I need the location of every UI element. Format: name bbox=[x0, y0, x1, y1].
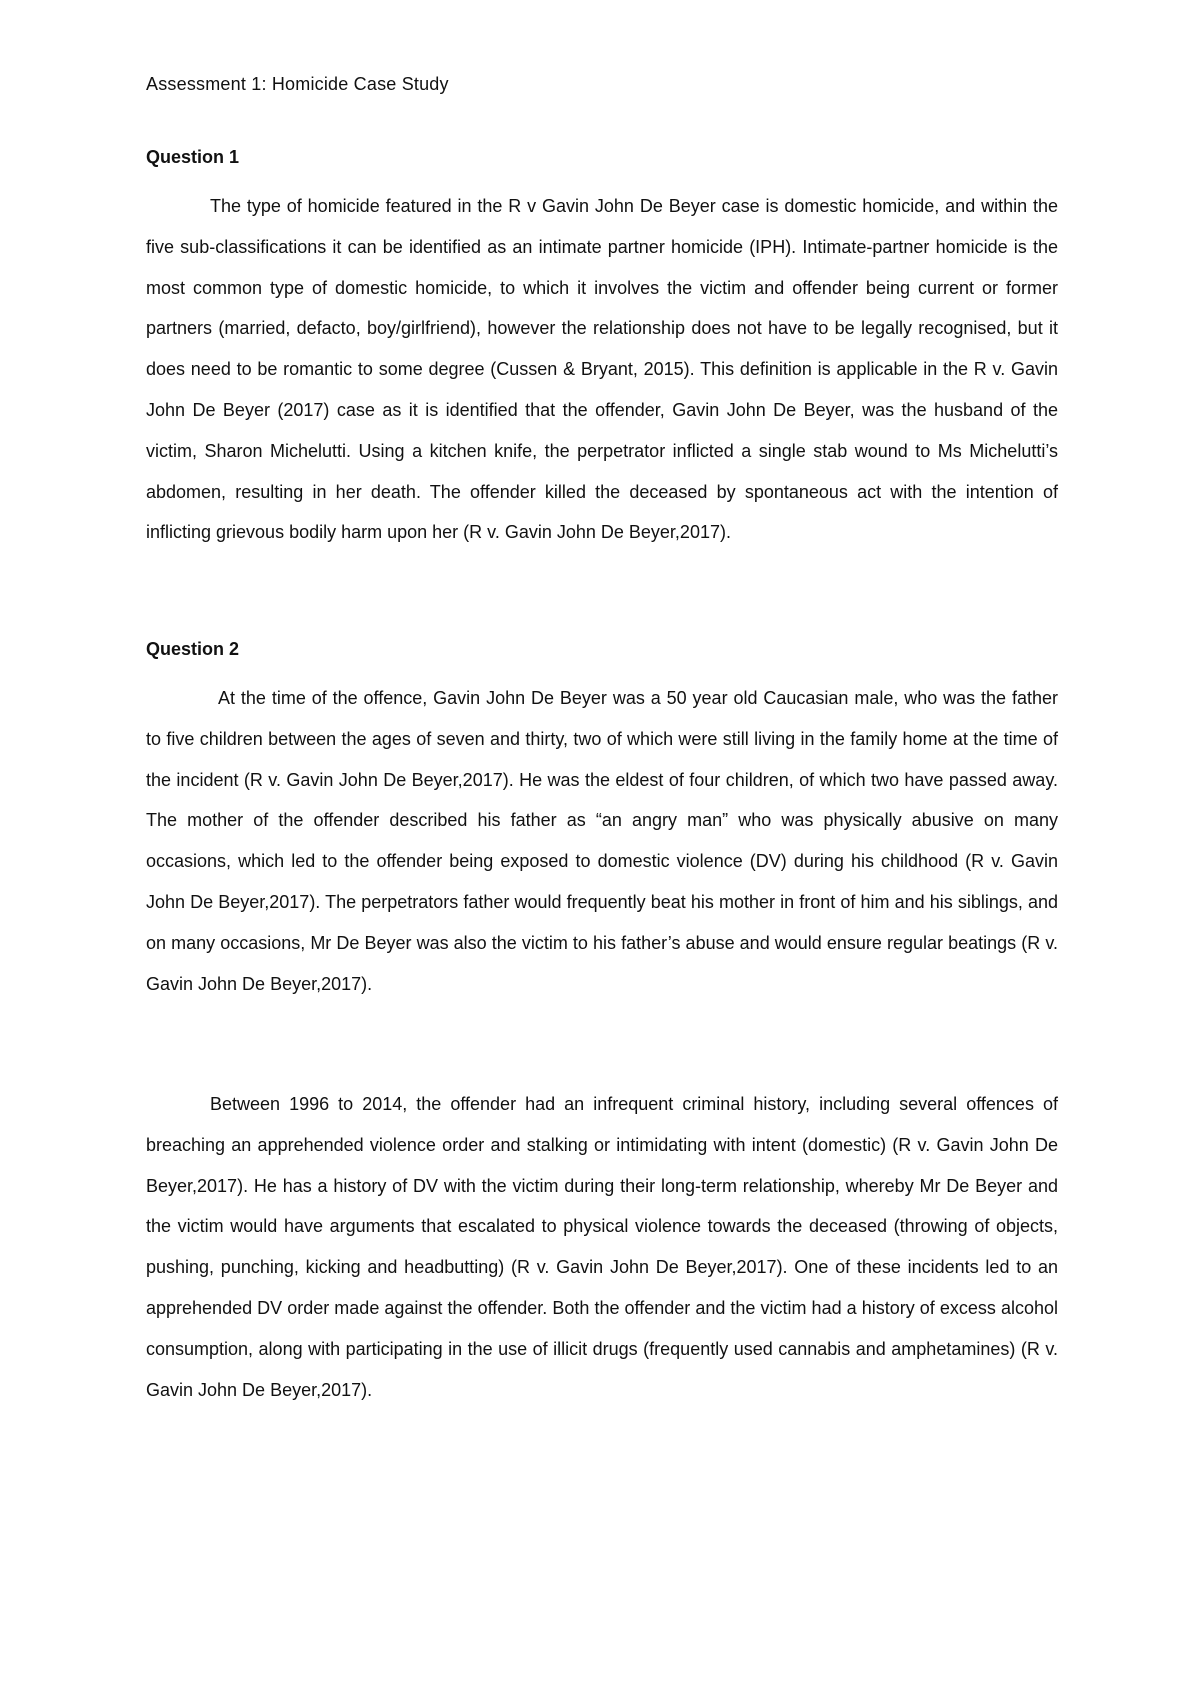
question-2-paragraph-2: Between 1996 to 2014, the offender had an infrequent criminal history, including several offences of breaching an apprehended violence order and stalking or intimidating with intent (domestic) (R v. Gavin John De Beyer,2017). He has a history of DV with the victim during their long-term relationship, whereby Mr De Beyer and the victim would have arguments that escalated to physical violence towards the deceased (throwing of objects, pushing, punching, kicking and headbutting) (R v. Gavin John De Beyer,2017). One of these incidents led to an apprehended DV order made against the offender. Both the offender and the victim had a history of excess alcohol consumption, along with participating in the use of illicit drugs (frequently used cannabis and amphetamines) (R v. Gavin John De Beyer,2017). bbox=[146, 1094, 1058, 1400]
question-1-paragraph: The type of homicide featured in the R v Gavin John De Beyer case is domestic homicide, and within the five sub-classifications it can be identified as an intimate partner homicide (IPH). Intimate-partner homicide is the most common type of domestic homicide, to which it involves the victim and offender being current or former partners (married, defacto, boy/girlfriend), however the relationship does not have to be legally recognised, but it does need to be romantic to some degree (Cussen & Bryant, 2015). This definition is applicable in the R v. Gavin John De Beyer (2017) case as it is identified that the offender, Gavin John De Beyer, was the husband of the victim, Sharon Michelutti. Using a kitchen knife, the perpetrator inflicted a single stab wound to Ms Michelutti’s abdomen, resulting in her death. The offender killed the deceased by spontaneous act with the intention of inflicting grievous bodily harm upon her (R v. Gavin John De Beyer,2017). bbox=[146, 196, 1058, 543]
question-1-heading: Question 1 bbox=[146, 147, 240, 167]
question-2-paragraph-1: At the time of the offence, Gavin John De Beyer was a 50 year old Caucasian male, who was the father to five children between the ages of seven and thirty, two of which were still living in the family home at the time of the incident (R v. Gavin John De Beyer,2017). He was the eldest of four children, of which two have passed away. The mother of the offender described his father as “an angry man” who was physically abusive on many occasions, which led to the offender being exposed to domestic violence (DV) during his childhood (R v. Gavin John De Beyer,2017). The perpetrators father would frequently beat his mother in front of him and his siblings, and on many occasions, Mr De Beyer was also the victim to his father’s abuse and would ensure regular beatings (R v. Gavin John De Beyer,2017). bbox=[146, 688, 1058, 994]
question-2-heading: Question 2 bbox=[146, 639, 240, 659]
document-header: Assessment 1: Homicide Case Study bbox=[146, 74, 449, 94]
